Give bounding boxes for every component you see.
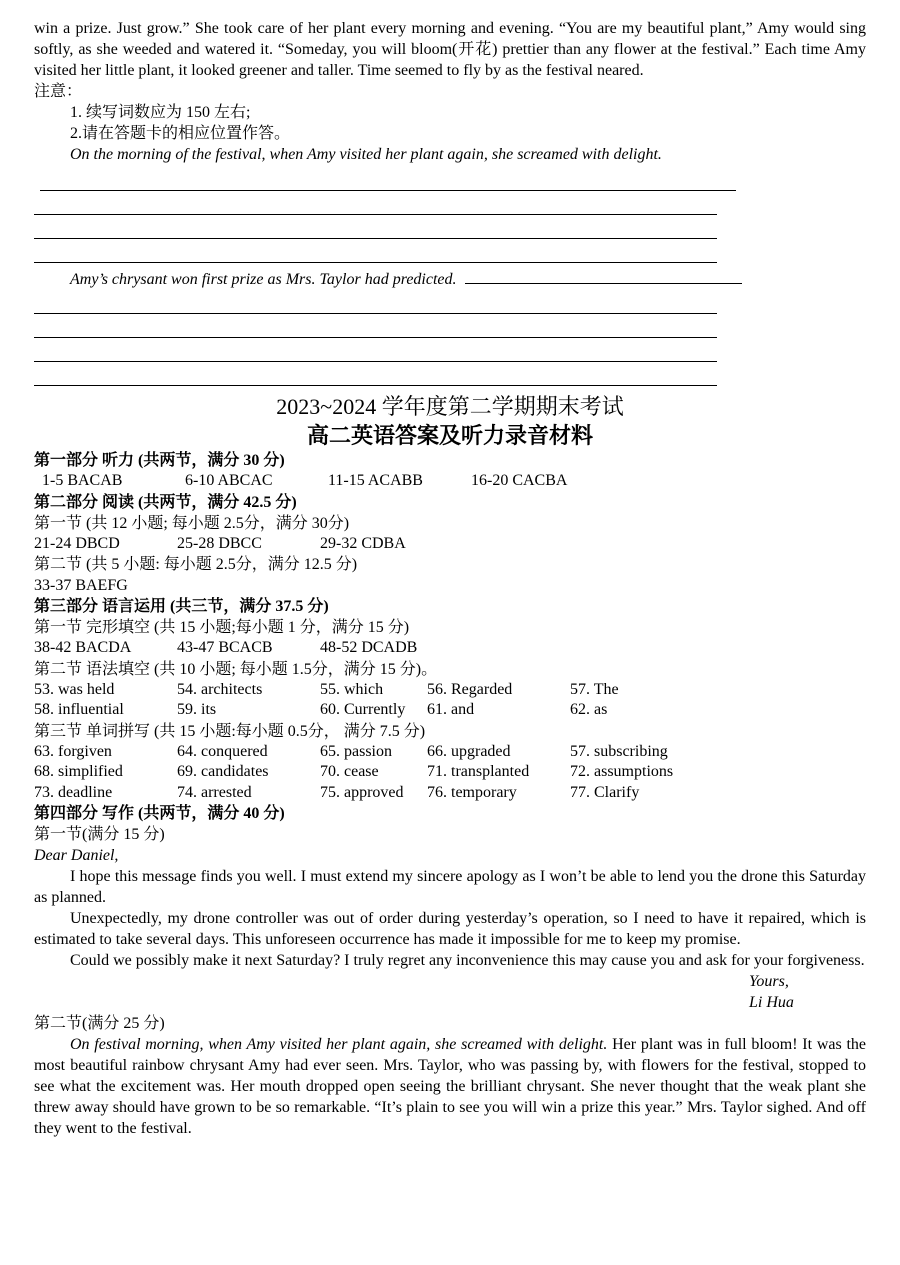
part4-sec2-heading: 第二节(满分 25 分) — [34, 1015, 165, 1032]
answer-item: 72. assumptions — [570, 763, 674, 780]
answer-item: 61. and — [427, 701, 475, 718]
answer-item: 71. transplanted — [427, 763, 530, 780]
continuation-text: Her plant was in full bloom! It was the most beautiful rainbow chrysant Amy had ever seen. Mrs. Taylor, who was passing by, with flowers for the festival, stopped to see what the excitement was. Her mouth dropped open seeing the brilliant chrysant. She never thought that the weak plant she threw away should have grown to be so remarkable. “It’s plain to see you will win a prize this year.” Mrs. Taylor sighed. And off they went to the festival. — [34, 1036, 866, 1137]
answer-group: 21-24 DBCD — [34, 534, 120, 552]
answer-item: 63. forgiven — [34, 742, 112, 760]
second-prompt-row — [34, 269, 866, 290]
answer-item: 64. conquered — [177, 742, 268, 760]
part4-heading: 第四部分 写作 (共两节，满分 40 分) — [34, 805, 285, 822]
letter-paragraph: Unexpectedly, my drone controller was out of order during yesterday’s operation, so I need to have it repaired, which is estimated to take several days. This unforeseen occurrence has made it impossible for me to keep my promise. — [34, 910, 866, 948]
part4-sec1-heading: 第一节(满分 15 分) — [34, 826, 165, 843]
answer-group: 48-52 DCADB — [320, 639, 418, 656]
answer-item: 76. temporary — [427, 783, 517, 801]
answer-group: 33-37 BAEFG — [34, 577, 128, 594]
answer-group: 38-42 BACDA — [34, 639, 132, 656]
writing-line[interactable] — [34, 215, 717, 239]
answer-group: 43-47 BCACB — [177, 639, 273, 656]
answer-item: 57. subscribing — [570, 742, 668, 760]
part1-heading: 第一部分 听力 (共两节，满分 30 分) — [34, 452, 285, 469]
part1-answers — [34, 471, 866, 492]
letter-salutation: Dear Daniel, — [34, 847, 119, 864]
answer-group: 6-10 ABCAC — [185, 472, 273, 489]
exam-title: 2023~2024 学年度第二学期期末考试 — [276, 394, 624, 419]
second-prompt: Amy’s chrysant won first prize as Mrs. Taylor had predicted. — [70, 271, 457, 288]
letter-paragraph: Could we possibly make it next Saturday? I truly regret any inconvenience this may cause you and ask for your forgiveness. — [70, 952, 865, 969]
answer-item: 77. Clarify — [570, 783, 640, 801]
answer-group: 1-5 BACAB — [42, 472, 123, 489]
document-title: 高二英语答案及听力录音材料 — [306, 423, 593, 448]
writing-line[interactable] — [34, 191, 717, 215]
part3-sec2-heading: 第二节 语法填空 (共 10 小题; 每小题 1.5分，满分 15 分)。 — [34, 660, 438, 678]
answer-item: 73. deadline — [34, 783, 113, 801]
answer-item: 75. approved — [320, 783, 404, 801]
note-item-2: 2.请在答题卡的相应位置作答。 — [70, 125, 291, 142]
answer-item: 74. arrested — [177, 783, 252, 801]
writing-line[interactable] — [34, 314, 717, 338]
answer-item: 60. Currently — [320, 701, 406, 718]
part2-sec1-answers — [34, 534, 866, 555]
writing-line[interactable] — [34, 362, 717, 386]
continuation-paragraph — [34, 1034, 866, 1139]
part2-sec1-heading: 第一节 (共 12 小题; 每小题 2.5分，满分 30分) — [34, 514, 350, 532]
answer-item: 69. candidates — [177, 763, 269, 780]
answer-group: 25-28 DBCC — [177, 534, 262, 552]
letter-paragraph: I hope this message finds you well. I must extend my sincere apology as I won’t be able to lend you the drone this Saturday as planned. — [34, 868, 866, 906]
answer-item: 54. architects — [177, 680, 263, 698]
answer-item: 65. passion — [320, 742, 392, 760]
writing-lines-group-2 — [34, 290, 866, 386]
answer-item: 70. cease — [320, 763, 379, 780]
first-prompt: On the morning of the festival, when Amy visited her plant again, she screamed with delight. — [70, 146, 662, 163]
answer-item: 68. simplified — [34, 763, 123, 780]
part3-sec3-heading: 第三节 单词拼写 (共 15 小题:每小题 0.5分， 满分 7.5 分) — [34, 722, 426, 740]
part3-sec3-answers — [34, 742, 866, 804]
writing-line[interactable] — [40, 167, 736, 191]
letter-closing: Yours, — [749, 973, 789, 990]
answer-group: 16-20 CACBA — [471, 472, 568, 489]
answer-item: 59. its — [177, 701, 217, 718]
part3-sec1-answers — [34, 638, 866, 659]
writing-line[interactable] — [34, 290, 717, 314]
answer-item: 66. upgraded — [427, 742, 511, 760]
part3-heading: 第三部分 语言运用 (共三节，满分 37.5 分) — [34, 598, 329, 615]
answer-item: 53. was held — [34, 680, 115, 698]
note-item-1: 1. 续写词数应为 150 左右; — [70, 104, 251, 121]
answer-item: 58. influential — [34, 701, 124, 718]
answer-item: 56. Regarded — [427, 680, 513, 698]
writing-line[interactable] — [34, 239, 717, 263]
part2-heading: 第二部分 阅读 (共两节，满分 42.5 分) — [34, 493, 297, 511]
part2-sec2-heading: 第二节 (共 5 小题: 每小题 2.5分，满分 12.5 分) — [34, 556, 358, 573]
continuation-lead: On festival morning, when Amy visited her plant again, she screamed with delight. — [70, 1036, 608, 1053]
answer-item: 57. The — [570, 680, 619, 698]
exam-page — [34, 18, 866, 1139]
answer-item: 62. as — [570, 701, 608, 718]
letter-signature: Li Hua — [749, 994, 794, 1011]
part3-sec1-heading: 第一节 完形填空 (共 15 小题;每小题 1 分，满分 15 分) — [34, 619, 410, 636]
notes-label: 注意： — [34, 83, 83, 100]
part3-sec2-answers — [34, 680, 866, 721]
writing-line[interactable] — [34, 338, 717, 362]
answer-group: 11-15 ACABB — [328, 472, 423, 489]
answer-group: 29-32 CDBA — [320, 534, 406, 552]
answer-item: 55. which — [320, 680, 384, 698]
writing-lines-group-1 — [34, 167, 866, 263]
fill-blank-line[interactable] — [465, 269, 742, 284]
story-paragraph: win a prize. Just grow.” She took care of her plant every morning and evening. “You are my beautiful plant,” Amy would sing softly, as she weeded and watered it. “Someday, you will bloom(开花) prettier than any flower at the festival.” Each time Amy visited her little plant, it looked greener and taller. Time seemed to fly by as the festival neared. — [34, 20, 866, 79]
